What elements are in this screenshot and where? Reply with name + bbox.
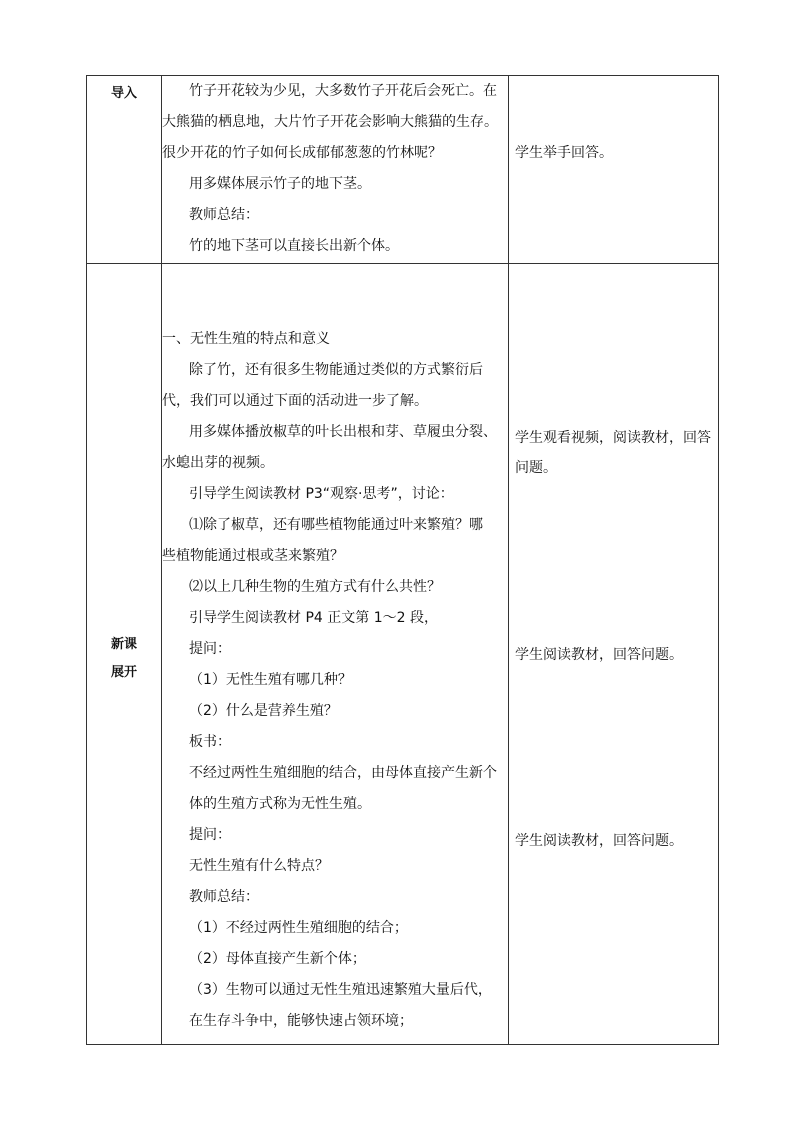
content-line: 板书： [189,734,231,750]
content-line: ⑵以上几种生物的生殖方式有什么共性？ [189,579,441,595]
content-line: 代，我们可以通过下面的活动进一步了解。 [162,393,428,409]
student-line: 学生观看视频，阅读教材，回答 [515,430,711,446]
content-line: 体的生殖方式称为无性生殖。 [189,796,371,812]
content-line: 教师总结： [189,889,259,905]
lesson-plan-table [86,75,719,1045]
teacher-activity-cell [162,264,509,1045]
stage-cell [87,76,162,264]
content-line: 很少开花的竹子如何长成郁郁葱葱的竹林呢？ [162,145,442,161]
content-line: 提问： [189,641,231,657]
content-line: 提问： [189,827,231,843]
content-line: 引导学生阅读教材 P3“观察·思考”，讨论： [189,486,454,502]
content-line: （2）什么是营养生殖？ [189,703,338,719]
stage-label: 新课 [110,637,137,652]
content-line: 竹子开花较为少见，大多数竹子开花后会死亡。在 [189,83,497,99]
content-line: 在生存斗争中，能够快速占领环境； [189,1013,413,1029]
student-line: 学生阅读教材，回答问题。 [515,833,683,849]
content-line: 用多媒体展示竹子的地下茎。 [189,176,371,192]
table-row [87,76,719,264]
student-line: 学生阅读教材，回答问题。 [515,647,683,663]
teacher-activity-cell [162,76,509,264]
student-line: 学生举手回答。 [515,145,613,161]
student-activity-cell [509,264,719,1045]
content-line: （1）不经过两性生殖细胞的结合； [189,920,408,936]
content-line: 无性生殖有什么特点？ [189,858,329,874]
content-line: 引导学生阅读教材 P4 正文第 1～2 段， [189,610,438,626]
student-activity-cell [509,76,719,264]
table-row [87,264,719,1045]
content-line: ⑴除了椒草，还有哪些植物能通过叶来繁殖？哪 [189,517,483,533]
content-line: 除了竹，还有很多生物能通过类似的方式繁衍后 [189,362,483,378]
content-line: 竹的地下茎可以直接长出新个体。 [189,238,399,254]
content-line: （1）无性生殖有哪几种？ [189,672,352,688]
content-line: 不经过两性生殖细胞的结合，由母体直接产生新个 [189,765,497,781]
content-line: （2）母体直接产生新个体； [189,951,366,967]
section-heading: 一、无性生殖的特点和意义 [162,331,330,347]
content-line: 大熊猫的栖息地，大片竹子开花会影响大熊猫的生存。 [162,114,498,130]
stage-label: 导入 [110,86,137,101]
stage-label: 展开 [110,665,137,680]
student-line: 问题。 [515,460,557,476]
stage-cell [87,264,162,1045]
content-line: 用多媒体播放椒草的叶长出根和芽、草履虫分裂、 [189,424,497,440]
content-line: （3）生物可以通过无性生殖迅速繁殖大量后代， [189,982,492,998]
content-line: 些植物能通过根或茎来繁殖？ [162,548,344,564]
content-line: 教师总结： [189,207,259,223]
content-line: 水螅出芽的视频。 [162,455,274,471]
